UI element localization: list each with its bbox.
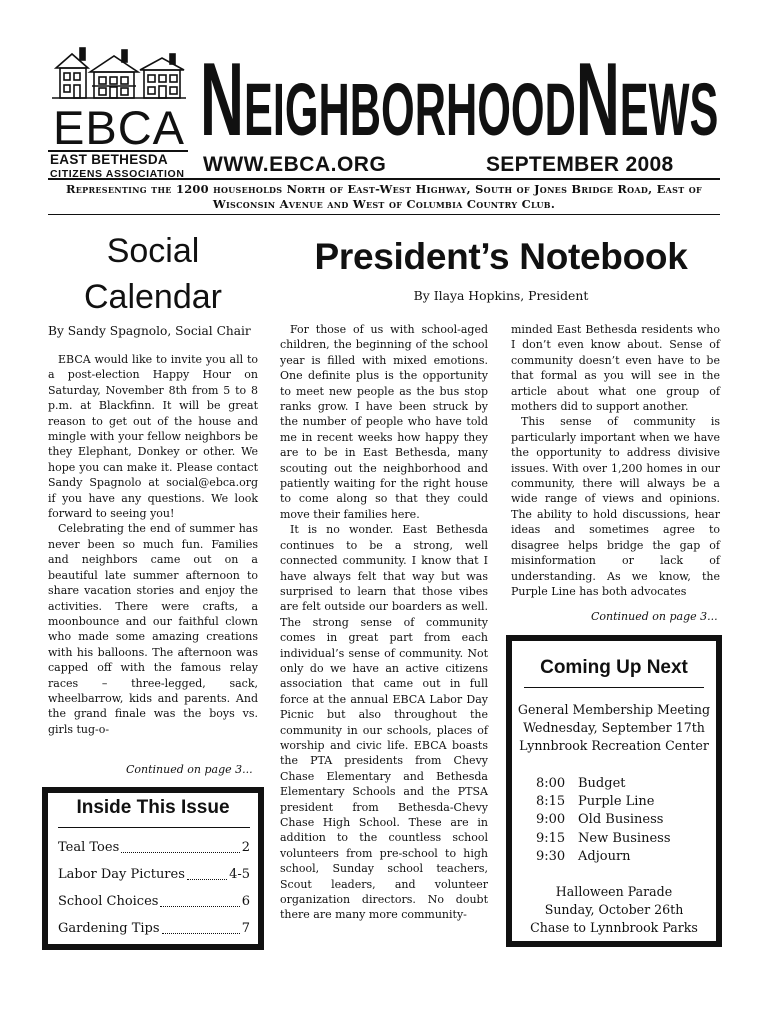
president-continued-link[interactable]: Continued on page 3... — [591, 610, 718, 623]
presidents-notebook-heading: President’s Notebook — [314, 236, 688, 277]
coming-up-next-box — [506, 635, 722, 947]
president-paragraph: This sense of community is particularly important when we have the opportunity to address divisive issues. With over 1,200 homes in our community, there will always be a wide range of views and opinions. The ability to hold discussions, hear ideas and sometimes agree to disagree helps bridge the gap of misinformation or lack of understanding. As we know, the Purple Line has both advocates — [511, 415, 720, 598]
social-calendar-heading — [50, 228, 256, 320]
social-heading-line1: Social — [106, 232, 200, 270]
agenda-time: 9:15 — [536, 830, 566, 846]
agenda-time: 9:30 — [536, 848, 566, 864]
parade-route: Chase to Lynnbrook Parks — [530, 920, 698, 935]
social-article-body — [48, 352, 258, 737]
inside-rule — [58, 827, 250, 828]
logo-name-line2: CITIZENS ASSOCIATION — [50, 168, 185, 180]
social-continued-link[interactable]: Continued on page 3... — [126, 763, 253, 776]
toc-item[interactable] — [58, 867, 250, 894]
agenda-item — [536, 848, 706, 866]
agenda-item — [536, 811, 706, 829]
social-byline: By Sandy Spagnolo, Social Chair — [48, 324, 251, 338]
parade-title: Halloween Parade — [555, 884, 673, 899]
inside-heading: Inside This Issue — [76, 797, 230, 818]
agenda-text: Old Business — [578, 812, 664, 828]
president-column-1 — [280, 322, 488, 923]
president-byline: By Ilaya Hopkins, President — [413, 288, 589, 303]
parade-info — [512, 883, 716, 937]
social-paragraph: EBCA would like to invite you all to a post-election Happy Hour on Saturday, November 8th from 5 to 8 p.m. at Blackfinn. It will be great reason to get out of the house and mingle with your fellow neighbors be they Elephant, Donkey or other. We hope you can make it. Please contact Sandy Spagnolo at social@ebca.org if you have any questions. We look forward to seeing you! — [48, 353, 258, 521]
agenda-item — [536, 793, 706, 811]
logo-letters: EBCA — [53, 101, 185, 154]
agenda-text: Budget — [578, 776, 626, 791]
toc-item[interactable] — [58, 840, 250, 867]
meeting-date: Wednesday, September 17th — [523, 720, 705, 735]
title-word2: EWS — [619, 68, 719, 151]
president-paragraph: For those of us with school-aged children, the beginning of the school year is filled with mixed emotions. One definite plus is the opportunity to meet new people as the bus stop ranks grow. I have been struck by the number of people who have told me in recent weeks how happy they are to be in East Bethesda, many scouting out the neighborhood and patiently waiting for the right house to come along so that they could move their families here. — [280, 323, 488, 521]
toc-item[interactable] — [58, 921, 250, 948]
president-paragraph: minded East Bethesda residents who I don’t even know about. Sense of community doesn’t even have to be that formal as you will see in the article about what one group of mothers did to support another. — [511, 323, 720, 414]
toc-page: 2 — [241, 840, 250, 855]
agenda-text: Purple Line — [578, 794, 655, 810]
tagline-rule — [48, 214, 720, 215]
agenda-text: New Business — [578, 830, 671, 846]
toc-item[interactable] — [58, 894, 250, 921]
toc-page: 7 — [241, 921, 250, 936]
toc-page: 4-5 — [229, 867, 250, 882]
masthead-rule — [48, 178, 720, 180]
meeting-title: General Membership Meeting — [517, 702, 711, 717]
social-heading-line2: Calendar — [84, 278, 222, 316]
social-paragraph: Celebrating the end of summer has never been so much fun. Families and neighbors came out on a beautiful late summer afternoon to share vacation stories and enjoy the activities. There were crafts, a moonbounce and our faithful clown who made some amazing creations with his balloons. The afternoon was capped off with the famous relay races – three-legged, sack, wheelbarrow, kids and parents. And the grand finale was the boys vs. girls tug-o- — [48, 522, 258, 736]
toc-title: Gardening Tips — [58, 921, 160, 936]
toc-title: Labor Day Pictures — [58, 867, 185, 882]
houses-icon — [52, 46, 186, 100]
title-word1: EIGHBORHOOD — [243, 68, 576, 151]
toc-title: School Choices — [58, 894, 159, 909]
title-initial-n: N — [200, 42, 244, 158]
issue-date: SEPTEMBER 2008 — [486, 153, 674, 176]
coming-up-rule — [524, 687, 704, 688]
inside-list — [58, 840, 250, 948]
agenda-time: 9:00 — [536, 812, 566, 828]
meeting-agenda — [536, 775, 706, 866]
president-paragraph: It is no wonder. East Bethesda continues to be a strong, well connected community. I know that I have always felt that way but was surprised to learn that those vibes are felt outside our boarders as well. The strong sense of community comes in great part from each individual’s sense of community. Not only do we have an active citizens association that came out in full force at the annual EBCA Labor Day Picnic but also throughout the community in our schools, places of worship and civic life. EBCA boasts the PTA presidents from Chevy Chase Elementary and Bethesda Elementary Schools and the PTSA president from Bethesda-Chevy Chase High School. These are in addition to the countless school volunteers from pre-school to high school, Sunday school teachers, Scout leaders, and volunteer organization directors. No doubt there are many more community- — [280, 523, 488, 922]
coming-up-heading: Coming Up Next — [540, 657, 688, 678]
agenda-item — [536, 775, 706, 793]
agenda-time: 8:15 — [536, 794, 566, 810]
website-link[interactable]: WWW.EBCA.ORG — [203, 153, 387, 176]
parade-date: Sunday, October 26th — [544, 902, 684, 917]
inside-this-issue-box — [42, 787, 264, 950]
toc-page: 6 — [241, 894, 250, 909]
logo-name-line1: EAST BETHESDA — [50, 152, 168, 167]
newsletter-title — [200, 42, 719, 158]
agenda-item — [536, 830, 706, 848]
president-column-2 — [511, 322, 720, 599]
agenda-time: 8:00 — [536, 776, 566, 791]
meeting-info — [512, 701, 716, 755]
tagline: Representing the 1200 households North of East-West Highway, South of Jones Bridge Road, East of Wisconsin Avenue and West of Columbia Country Club. — [65, 182, 703, 211]
agenda-text: Adjourn — [578, 848, 631, 864]
toc-title: Teal Toes — [58, 840, 120, 855]
meeting-location: Lynnbrook Recreation Center — [519, 738, 709, 753]
title-initial-n2: N — [575, 42, 620, 158]
